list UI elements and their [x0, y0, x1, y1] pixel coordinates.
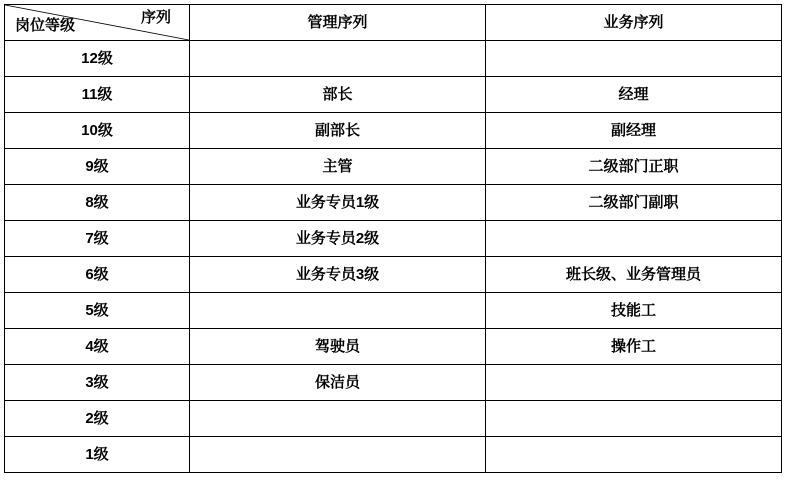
table-body [5, 41, 782, 473]
row-management-value [190, 437, 486, 473]
corner-split-header [5, 5, 190, 41]
row-management-value [190, 401, 486, 437]
row-business-value: 班长级、业务管理员 [486, 257, 782, 293]
table-row [5, 221, 782, 257]
row-management-value: 主管 [190, 149, 486, 185]
row-business-value: 经理 [486, 77, 782, 113]
row-level-label: 11级 [5, 77, 190, 113]
row-management-value: 保洁员 [190, 365, 486, 401]
row-business-value: 操作工 [486, 329, 782, 365]
row-level-label: 8级 [5, 185, 190, 221]
corner-grade-label: 岗位等级 [15, 17, 76, 34]
row-business-value [486, 401, 782, 437]
row-business-value [486, 365, 782, 401]
table-header-row [5, 5, 782, 41]
row-management-value: 业务专员2级 [190, 221, 486, 257]
row-management-value: 业务专员3级 [190, 257, 486, 293]
row-level-label: 6级 [5, 257, 190, 293]
row-management-value [190, 293, 486, 329]
row-business-value: 二级部门副职 [486, 185, 782, 221]
row-level-label: 7级 [5, 221, 190, 257]
row-level-label: 4级 [5, 329, 190, 365]
table-row [5, 185, 782, 221]
row-level-label: 2级 [5, 401, 190, 437]
table-row [5, 149, 782, 185]
table-row [5, 113, 782, 149]
row-management-value: 副部长 [190, 113, 486, 149]
row-business-value [486, 437, 782, 473]
row-management-value: 业务专员1级 [190, 185, 486, 221]
table-row [5, 329, 782, 365]
row-level-label: 5级 [5, 293, 190, 329]
row-level-label: 3级 [5, 365, 190, 401]
row-level-label: 1级 [5, 437, 190, 473]
table-row [5, 401, 782, 437]
row-management-value: 部长 [190, 77, 486, 113]
table-row [5, 257, 782, 293]
job-grade-sequence-table [4, 4, 782, 473]
row-management-value [190, 41, 486, 77]
column-header-business: 业务序列 [486, 5, 782, 41]
table-row [5, 437, 782, 473]
row-management-value: 驾驶员 [190, 329, 486, 365]
row-business-value: 副经理 [486, 113, 782, 149]
table-row [5, 77, 782, 113]
job-grade-sequence-table-page [0, 4, 785, 492]
column-header-management: 管理序列 [190, 5, 486, 41]
row-level-label: 12级 [5, 41, 190, 77]
row-business-value [486, 221, 782, 257]
row-business-value: 技能工 [486, 293, 782, 329]
table-row [5, 293, 782, 329]
row-level-label: 10级 [5, 113, 190, 149]
corner-sequence-label: 序列 [140, 9, 171, 26]
table-row [5, 365, 782, 401]
row-business-value [486, 41, 782, 77]
table-row [5, 41, 782, 77]
row-business-value: 二级部门正职 [486, 149, 782, 185]
row-level-label: 9级 [5, 149, 190, 185]
